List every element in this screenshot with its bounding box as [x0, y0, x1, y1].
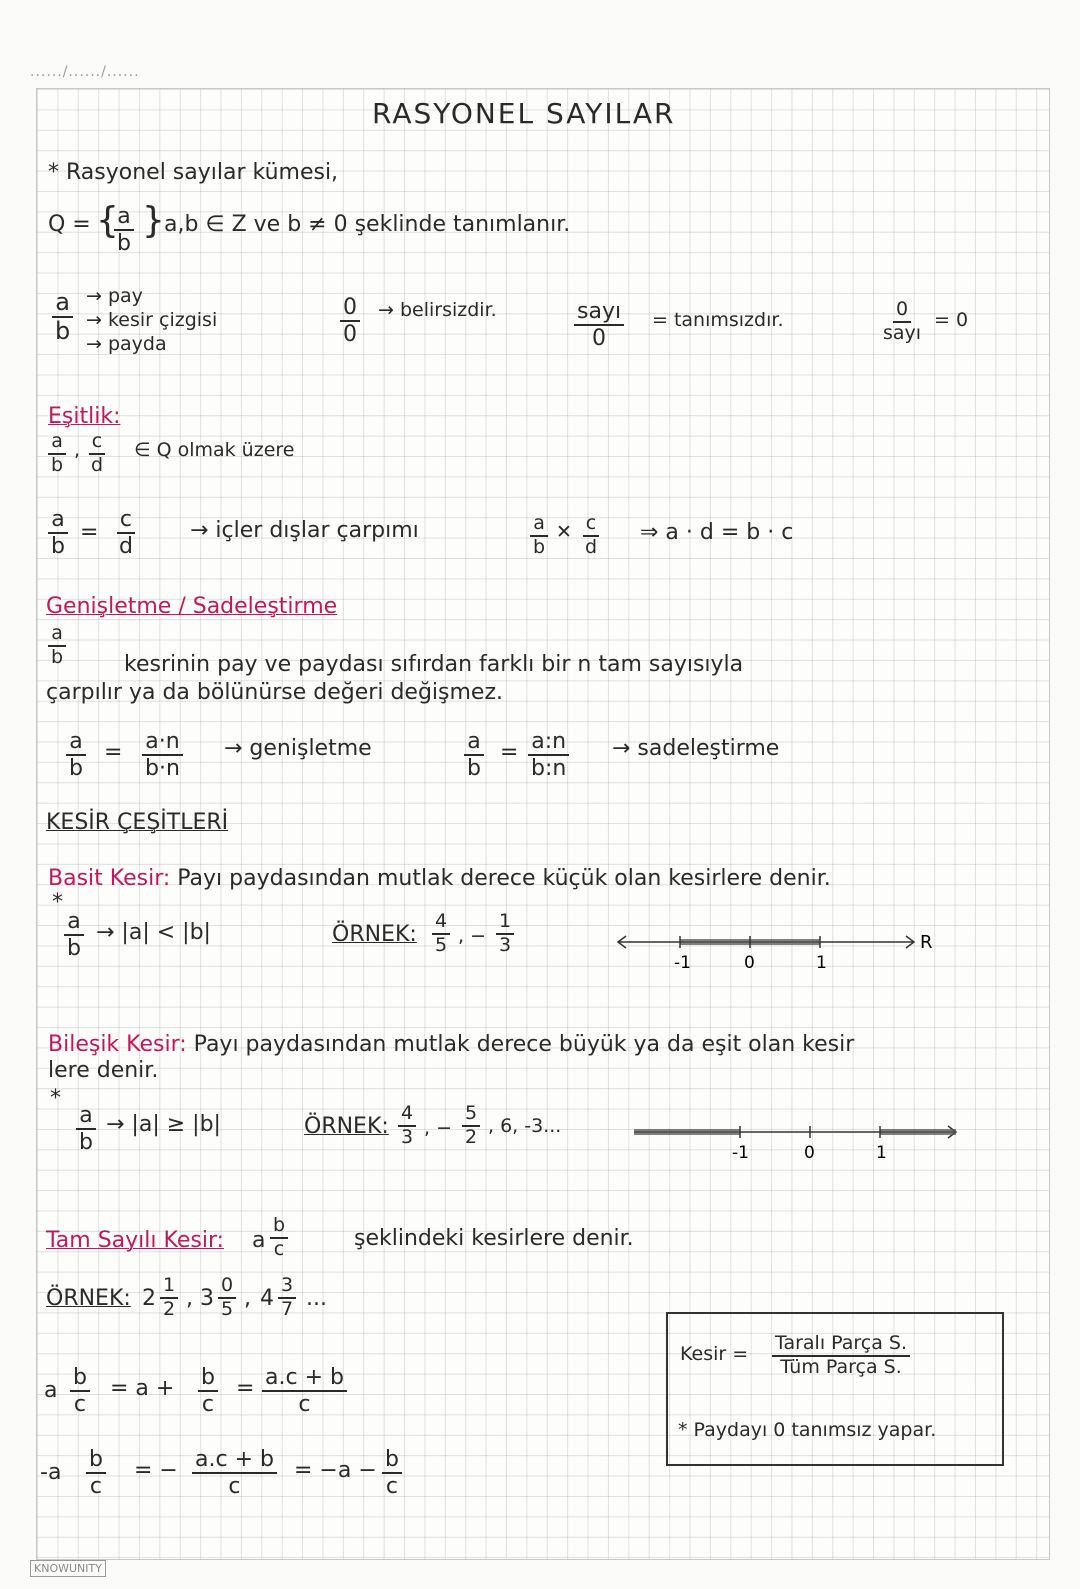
mixed-label: Tam Sayılı Kesir:: [46, 1228, 225, 1253]
cross-result: ⇒ a · d = b · c: [640, 520, 794, 545]
formula2-whole: -a: [40, 1460, 62, 1485]
exl-b: b: [69, 756, 83, 782]
cross-c: c: [583, 514, 599, 537]
ex-a: a: [48, 624, 66, 647]
cex1-num: 4: [398, 1104, 416, 1127]
simple-text-row: [48, 866, 831, 891]
exl-a: a: [66, 730, 85, 756]
mixed-ex3-whole: 4: [260, 1286, 274, 1311]
compound-frac: [76, 1104, 96, 1154]
compound-ex1: [398, 1104, 416, 1148]
sex1-den: 5: [435, 933, 448, 956]
parts-fraction: [52, 290, 73, 344]
f2e-den: c: [385, 1474, 399, 1500]
f2r-num: a.c + b: [192, 1448, 277, 1474]
simplify-label: → sadeleştirme: [612, 736, 780, 761]
exp-den: b·n: [145, 756, 180, 782]
f2-num: b: [86, 1448, 106, 1474]
compound-text: Payı paydasından mutlak derece büyük ya da eşit olan kesir: [193, 1032, 855, 1057]
compound-nl-label-m1: -1: [732, 1143, 749, 1163]
mixed-den: c: [273, 1237, 285, 1260]
parts-pay-label: → pay: [86, 285, 143, 307]
mex1-num: 1: [160, 1276, 178, 1299]
simple-frac: [64, 910, 84, 960]
parts-cizgi-label: → kesir çizgisi: [86, 309, 218, 331]
simplify-rhs: [528, 730, 569, 780]
compound-ex-rest: , 6, -3...: [488, 1115, 562, 1137]
parts-b: b: [55, 317, 71, 346]
footer-logo: KNOWUNITY: [30, 1560, 106, 1577]
mixed-ex2: [218, 1276, 236, 1320]
compound-ex-sep: , −: [424, 1117, 452, 1139]
mixed-ex1-whole: 2: [142, 1286, 156, 1311]
simple-ex-sep: , −: [458, 925, 486, 947]
f1r-num: a.c + b: [262, 1366, 347, 1392]
f2-den: c: [89, 1474, 103, 1500]
compound-rule: → |a| ≥ |b|: [106, 1112, 221, 1137]
mixed-ex3: [278, 1276, 296, 1320]
cex1-den: 3: [401, 1125, 414, 1148]
mixed-ex1: [160, 1276, 178, 1320]
mixed-ex-comma2: ,: [244, 1286, 251, 1311]
expand-label: → genişletme: [224, 736, 372, 761]
eq2-frac-ab: [48, 508, 68, 558]
cross-frac-ab: [530, 514, 548, 558]
compound-label: Bileşik Kesir:: [48, 1032, 187, 1057]
expand-lhs: [66, 730, 86, 780]
set-fraction-num: a: [114, 205, 133, 231]
compound-nl-shaded-left: [634, 1129, 740, 1135]
eq-c: c: [89, 432, 105, 455]
zero-over-number: [880, 300, 924, 344]
f2e-num: b: [382, 1448, 402, 1474]
f2r-den: c: [228, 1474, 241, 1500]
box-fraction: [772, 1334, 910, 1378]
expand-line2: çarpılır ya da bölünürse değeri değişmez.: [46, 680, 503, 705]
tanimsiz-label: = tanımsızdır.: [652, 309, 784, 331]
mixed-ex-ellipsis: ...: [306, 1286, 327, 1311]
mixed-text: şeklindeki kesirlere denir.: [354, 1226, 634, 1251]
set-brace-open: {: [96, 200, 119, 241]
intro-heading: * Rasyonel sayılar kümesi,: [48, 160, 339, 185]
compound-nl-label-0: 0: [804, 1143, 815, 1163]
sz-num: sayı: [574, 300, 624, 326]
simplify-equals: =: [500, 740, 519, 765]
f1b-num: b: [198, 1366, 218, 1392]
ex-b: b: [51, 645, 64, 668]
zero-result: = 0: [934, 309, 969, 331]
cross-x-mark: ✕: [556, 521, 572, 543]
belirsiz-label: → belirsizdir.: [378, 299, 497, 321]
simple-b: b: [67, 936, 81, 962]
compound-text2: lere denir.: [48, 1058, 159, 1083]
formula2-end-frac: [382, 1448, 402, 1498]
formula2-frac: [86, 1448, 106, 1498]
formula1-result: [262, 1366, 347, 1416]
compound-number-line: [630, 1120, 970, 1170]
page-header-dots: ....../....../......: [30, 64, 140, 80]
set-def-right: a,b ∈ Z ve b ≠ 0 şeklinde tanımlanır.: [164, 212, 571, 237]
page-title: RASYONEL SAYILAR: [372, 97, 676, 130]
types-heading: KESİR ÇEŞİTLERİ: [46, 810, 229, 835]
compound-nl-label-1: 1: [876, 1143, 887, 1163]
f1-den: c: [73, 1392, 87, 1418]
simple-ex2: [496, 912, 514, 956]
eq-a: a: [48, 432, 66, 455]
set-fraction-den: b: [117, 231, 131, 257]
simple-star: *: [52, 890, 63, 915]
box-den: Tüm Parça S.: [780, 1355, 902, 1378]
zz-num: 0: [340, 296, 360, 322]
simple-nl-end-label: R: [920, 932, 933, 953]
formula1-frac: [70, 1366, 90, 1416]
zn-num: 0: [893, 300, 911, 323]
simple-nl-label-m1: -1: [674, 953, 691, 973]
equality-heading: Eşitlik:: [48, 404, 121, 429]
sex2-num: 1: [496, 912, 514, 935]
formula1-mid: = a +: [110, 1376, 175, 1401]
eq2-c: c: [117, 508, 135, 534]
f1r-den: c: [298, 1392, 311, 1418]
sex1-num: 4: [432, 912, 450, 935]
eq-frac-cd: [88, 432, 106, 476]
formula2-end: = −a −: [294, 1458, 377, 1483]
compound-nl-shaded-right: [880, 1129, 956, 1135]
box-num: Taralı Parça S.: [772, 1334, 910, 1357]
simple-rule: → |a| < |b|: [96, 920, 211, 945]
simple-example-label: ÖRNEK:: [332, 922, 417, 947]
expand-equals: =: [104, 740, 123, 765]
simple-label: Basit Kesir:: [48, 866, 171, 891]
eq2-frac-cd: [116, 508, 136, 558]
eq-condition: ∈ Q olmak üzere: [134, 439, 295, 461]
siml-b: b: [467, 756, 481, 782]
mixed-example-label: ÖRNEK:: [46, 1286, 131, 1311]
simple-text: Payı paydasından mutlak derece küçük olan kesirlere denir.: [177, 866, 831, 891]
simp-num: a:n: [528, 730, 569, 756]
formula1-equals: =: [236, 1376, 255, 1401]
shaded-part-box: [666, 1312, 1004, 1466]
simple-a: a: [64, 910, 83, 936]
compound-star: *: [50, 1086, 61, 1111]
cross-b: b: [533, 535, 546, 558]
comp-b: b: [79, 1130, 93, 1156]
exp-num: a·n: [142, 730, 182, 756]
box-label: Kesir =: [680, 1343, 749, 1365]
f1b-den: c: [201, 1392, 215, 1418]
expand-rhs: [142, 730, 183, 780]
parts-a: a: [52, 290, 73, 318]
formula1-whole: a: [44, 1378, 58, 1403]
mex3-den: 7: [281, 1297, 294, 1320]
eq-d: d: [91, 453, 104, 476]
formula2-mid: = −: [134, 1458, 178, 1483]
mixed-whole: a: [252, 1228, 266, 1253]
cross-d: d: [585, 535, 598, 558]
expand-heading: Genişletme / Sadeleştirme: [46, 594, 338, 619]
cex2-num: 5: [462, 1104, 480, 1127]
eq-b: b: [51, 453, 64, 476]
box-note: * Paydayı 0 tanımsız yapar.: [678, 1419, 937, 1441]
expand-frac-ab: [48, 624, 66, 668]
compound-ex2: [462, 1104, 480, 1148]
mex2-den: 5: [221, 1297, 234, 1320]
eq2-d: d: [119, 534, 133, 560]
siml-a: a: [464, 730, 483, 756]
mixed-ex2-whole: 3: [200, 1286, 214, 1311]
simp-den: b:n: [531, 756, 567, 782]
zn-den: sayı: [883, 321, 922, 344]
eq-frac-ab: [48, 432, 66, 476]
formula2-result: [192, 1448, 277, 1498]
comp-a: a: [76, 1104, 95, 1130]
simple-number-line: [614, 924, 944, 974]
set-brace-close: }: [142, 200, 165, 241]
mixed-frac: [270, 1216, 288, 1260]
mixed-ex-comma1: ,: [186, 1286, 193, 1311]
simplify-lhs: [464, 730, 484, 780]
set-def-left: Q =: [48, 212, 91, 237]
zz-den: 0: [343, 322, 357, 348]
mex1-den: 2: [163, 1297, 176, 1320]
mixed-num: b: [270, 1216, 288, 1239]
compound-text-row: [48, 1032, 854, 1057]
cross-a: a: [530, 514, 548, 537]
zero-over-zero: [340, 296, 360, 346]
compound-example-label: ÖRNEK:: [304, 1114, 389, 1139]
sex2-den: 3: [499, 933, 512, 956]
simple-nl-label-1: 1: [816, 953, 827, 973]
f1-num: b: [70, 1366, 90, 1392]
sz-den: 0: [592, 326, 607, 352]
simple-nl-label-0: 0: [744, 953, 755, 973]
eq2-equals: =: [80, 520, 99, 545]
cross-frac-cd: [582, 514, 600, 558]
eq2-a: a: [48, 508, 67, 534]
simple-ex1: [432, 912, 450, 956]
cross-multiply-label: → içler dışlar çarpımı: [190, 518, 419, 543]
expand-line1: kesrinin pay ve paydası sıfırdan farklı bir n tam sayısıyla: [124, 652, 744, 677]
eq2-b: b: [51, 534, 65, 560]
mex2-num: 0: [218, 1276, 236, 1299]
cex2-den: 2: [465, 1125, 478, 1148]
formula1-frac2: [198, 1366, 218, 1416]
mex3-num: 3: [278, 1276, 296, 1299]
parts-payda-label: → payda: [86, 333, 167, 355]
number-over-zero: [574, 300, 624, 350]
set-fraction: [114, 205, 134, 255]
eq-comma: ,: [74, 439, 81, 461]
